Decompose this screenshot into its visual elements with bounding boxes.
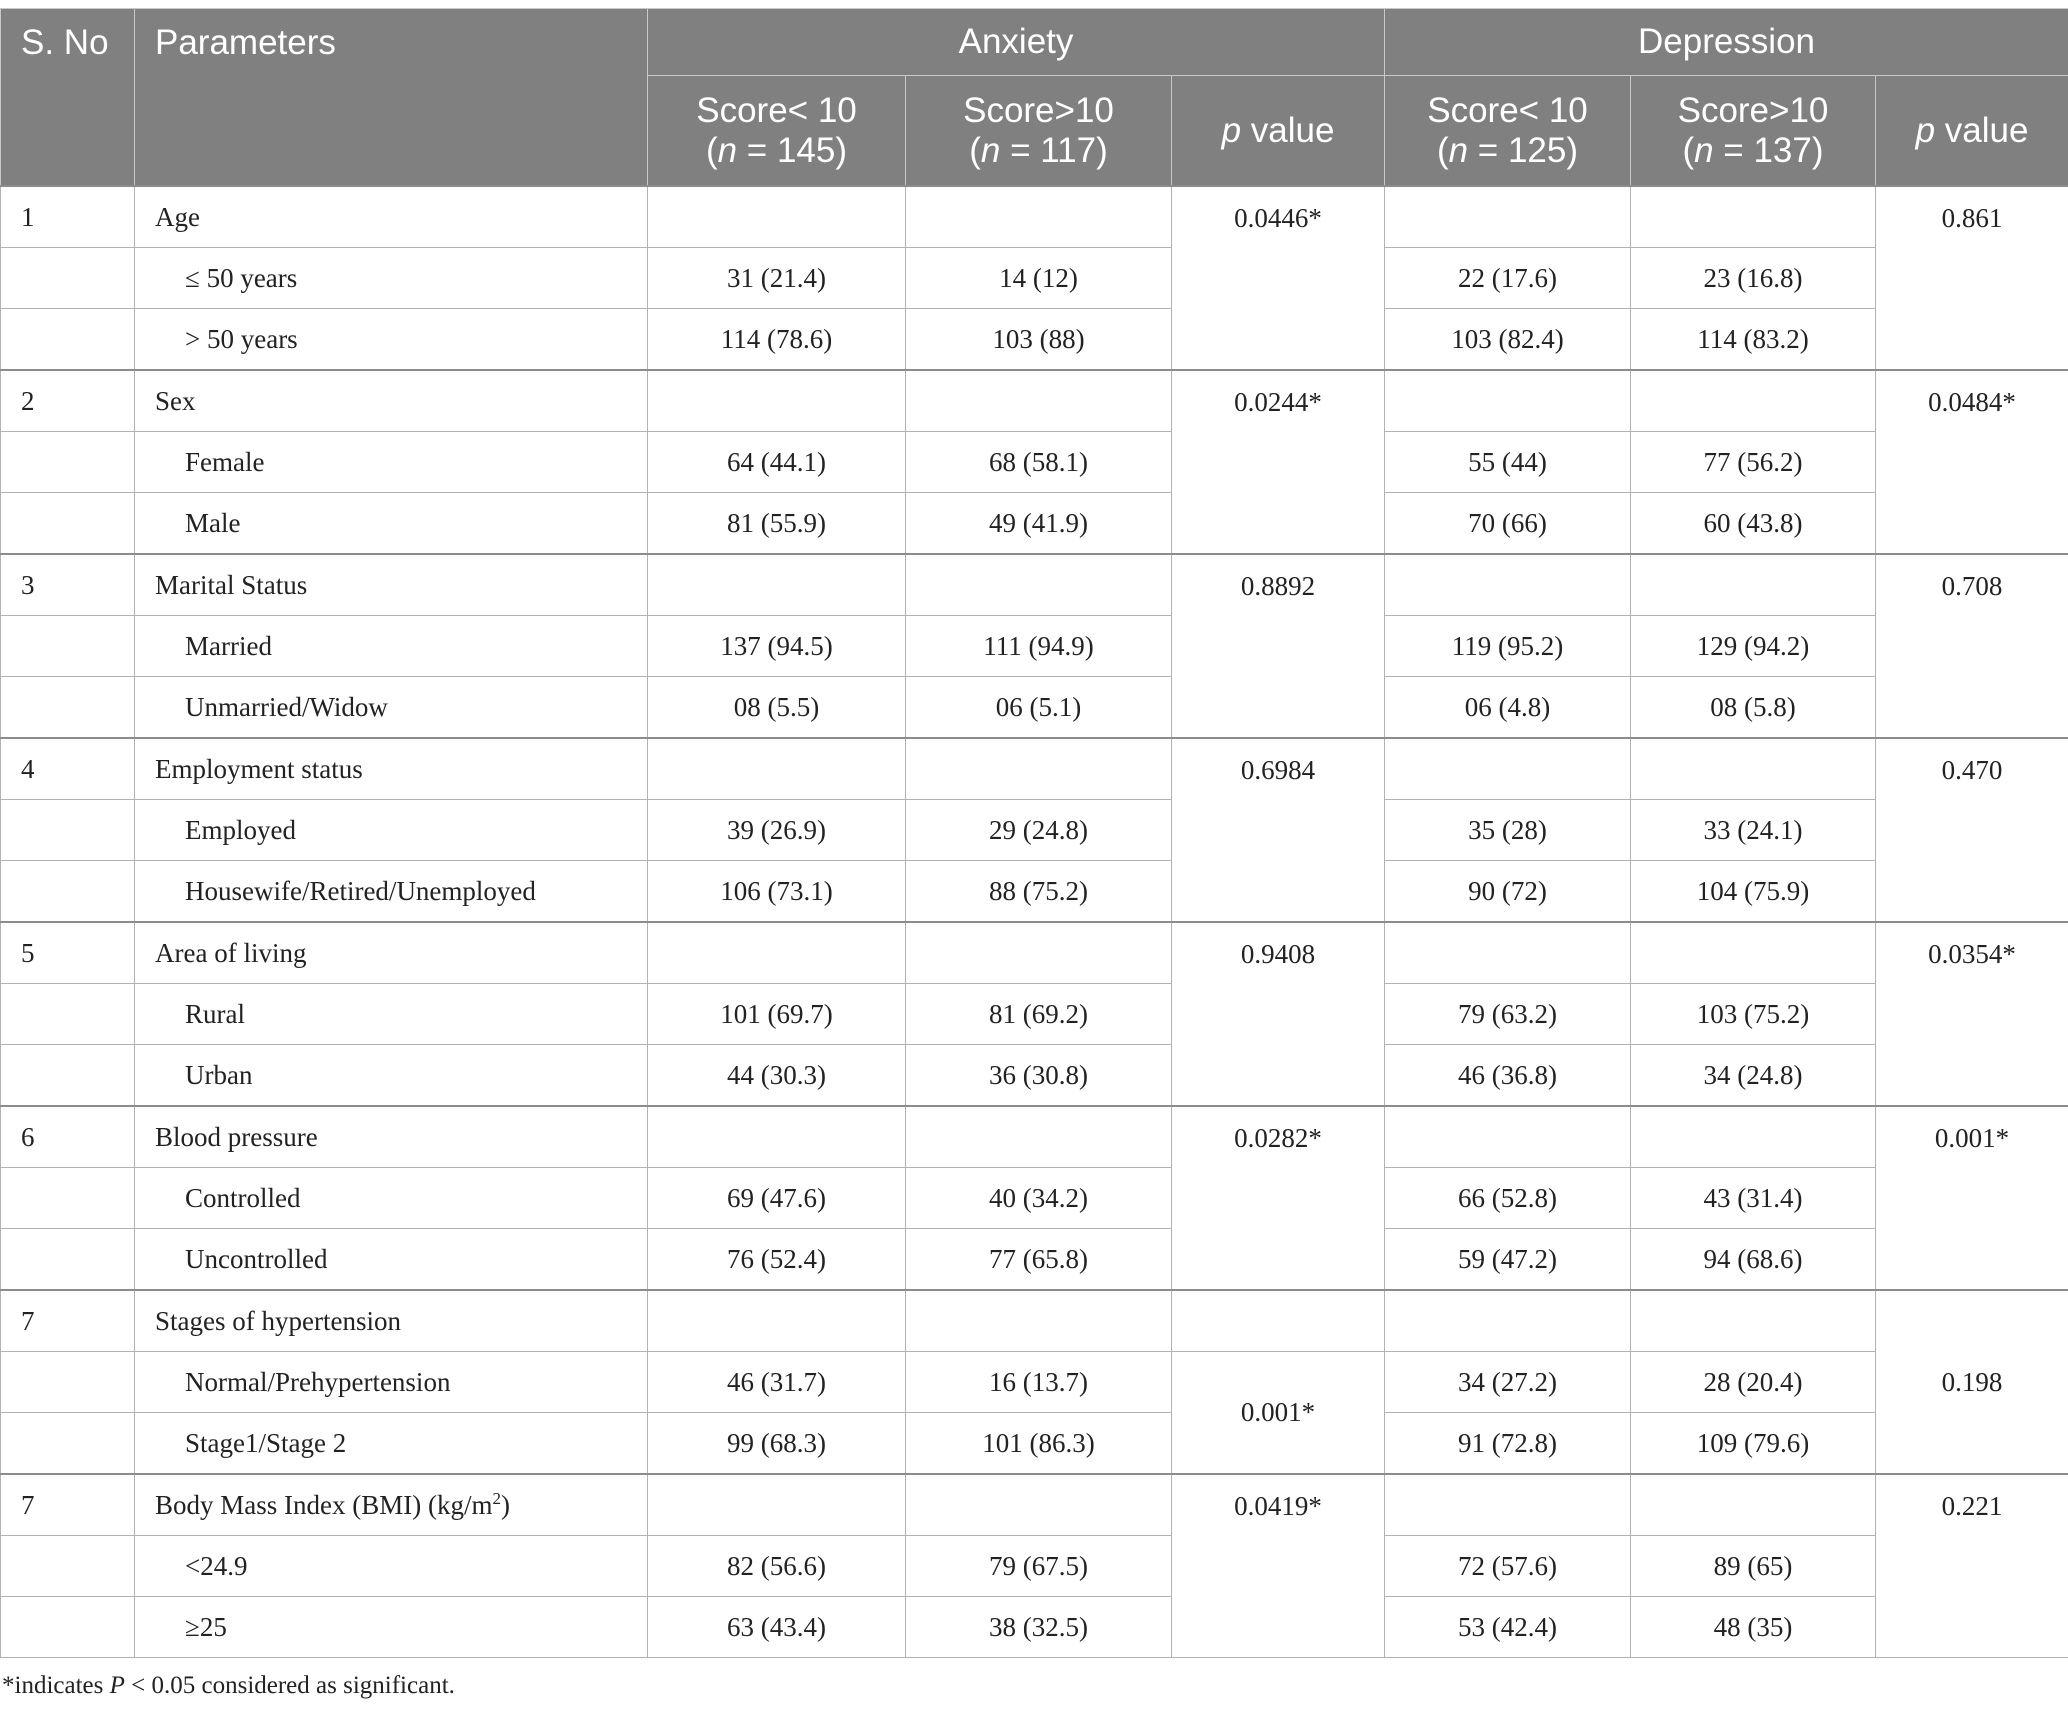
empty-cell (648, 554, 906, 616)
table-header (1, 9, 2068, 187)
anxiety-high-value: 29 (24.8) (906, 800, 1172, 861)
parameter-name: Stages of hypertension (135, 1290, 648, 1352)
anxiety-low-value: 101 (69.7) (648, 984, 906, 1045)
depression-high-value: 114 (83.2) (1631, 309, 1876, 371)
anxiety-high-value: 14 (12) (906, 248, 1172, 309)
parameter-name: Body Mass Index (BMI) $(kg/m^2)$ (135, 1474, 648, 1536)
empty-cell (1, 616, 135, 677)
table-body (1, 186, 2068, 1658)
table-row (1, 1536, 2068, 1597)
anxiety-low-value: 106 (73.1) (648, 861, 906, 923)
empty-cell (1385, 922, 1631, 984)
parameter-name: Marital Status (135, 554, 648, 616)
anxiety-low-value: 99 (68.3) (648, 1413, 906, 1475)
anxiety-high-value: 40 (34.2) (906, 1168, 1172, 1229)
empty-cell (906, 1290, 1172, 1352)
col-group-anxiety: Anxiety (648, 9, 1385, 76)
empty-cell (1, 861, 135, 923)
depression-high-value: 77 (56.2) (1631, 432, 1876, 493)
empty-cell (1, 1597, 135, 1658)
subcategory-label: ≤ 50 years (135, 248, 648, 309)
empty-cell (1, 800, 135, 861)
empty-cell (648, 738, 906, 800)
group-row (1, 1474, 2068, 1536)
anxiety-p-value: 0.0282* (1172, 1106, 1385, 1290)
table-row (1, 677, 2068, 739)
depression-high-value: 109 (79.6) (1631, 1413, 1876, 1475)
group-row (1, 554, 2068, 616)
table-row (1, 1352, 2068, 1413)
parameter-name: Blood pressure (135, 1106, 648, 1168)
depression-low-value: 06 (4.8) (1385, 677, 1631, 739)
empty-cell (1631, 370, 1876, 432)
empty-cell (1385, 1290, 1631, 1352)
anxiety-p-value (1172, 1290, 1385, 1352)
depression-low-value: 66 (52.8) (1385, 1168, 1631, 1229)
subcategory-label: ≥25 (135, 1597, 648, 1658)
depression-p-value: 0.708 (1876, 554, 2068, 738)
col-header-anxiety-pvalue: p value (1172, 76, 1385, 187)
group-row (1, 1290, 2068, 1352)
empty-cell (906, 186, 1172, 248)
anxiety-low-value: 114 (78.6) (648, 309, 906, 371)
depression-low-value: 70 (66) (1385, 493, 1631, 555)
table-row (1, 861, 2068, 923)
anxiety-high-value: 77 (65.8) (906, 1229, 1172, 1291)
depression-p-value: 0.470 (1876, 738, 2068, 922)
anxiety-low-value: 63 (43.4) (648, 1597, 906, 1658)
empty-cell (1631, 1290, 1876, 1352)
col-header-anxiety-high: Score>10 (n = 117) (906, 76, 1172, 187)
empty-cell (648, 1106, 906, 1168)
empty-cell (1, 1229, 135, 1291)
anxiety-low-value: 69 (47.6) (648, 1168, 906, 1229)
empty-cell (1631, 738, 1876, 800)
group-row (1, 186, 2068, 248)
col-header-depression-pvalue: p value (1876, 76, 2068, 187)
table-row (1, 984, 2068, 1045)
empty-cell (1, 984, 135, 1045)
table-row (1, 309, 2068, 371)
anxiety-low-value: 64 (44.1) (648, 432, 906, 493)
depression-high-value: 104 (75.9) (1631, 861, 1876, 923)
subcategory-label: Housewife/Retired/Unemployed (135, 861, 648, 923)
depression-p-value: 0.221 (1876, 1474, 2068, 1658)
empty-cell (648, 1474, 906, 1536)
col-header-anxiety-low: Score< 10 (n = 145) (648, 76, 906, 187)
subcategory-label: Female (135, 432, 648, 493)
parameter-name: Employment status (135, 738, 648, 800)
group-row (1, 1106, 2068, 1168)
subcategory-label: Married (135, 616, 648, 677)
depression-high-value: 33 (24.1) (1631, 800, 1876, 861)
empty-cell (648, 186, 906, 248)
depression-low-value: 53 (42.4) (1385, 1597, 1631, 1658)
empty-cell (1385, 738, 1631, 800)
serial-number: 7 (1, 1474, 135, 1536)
anxiety-low-value: 137 (94.5) (648, 616, 906, 677)
depression-high-value: 89 (65) (1631, 1536, 1876, 1597)
empty-cell (1385, 370, 1631, 432)
empty-cell (1, 493, 135, 555)
empty-cell (906, 738, 1172, 800)
depression-low-value: 34 (27.2) (1385, 1352, 1631, 1413)
subcategory-label: Urban (135, 1045, 648, 1107)
depression-high-value: 103 (75.2) (1631, 984, 1876, 1045)
table-row (1, 1229, 2068, 1291)
depression-low-value: 55 (44) (1385, 432, 1631, 493)
empty-cell (1385, 1106, 1631, 1168)
depression-p-value: 0.0354* (1876, 922, 2068, 1106)
anxiety-high-value: 38 (32.5) (906, 1597, 1172, 1658)
depression-low-value: 22 (17.6) (1385, 248, 1631, 309)
depression-high-value: 34 (24.8) (1631, 1045, 1876, 1107)
empty-cell (1, 309, 135, 371)
anxiety-low-value: 76 (52.4) (648, 1229, 906, 1291)
empty-cell (648, 370, 906, 432)
anxiety-p-value: 0.0419* (1172, 1474, 1385, 1658)
anxiety-low-value: 46 (31.7) (648, 1352, 906, 1413)
group-row (1, 922, 2068, 984)
empty-cell (1385, 554, 1631, 616)
results-table (0, 8, 2068, 1658)
serial-number: 6 (1, 1106, 135, 1168)
depression-low-value: 59 (47.2) (1385, 1229, 1631, 1291)
subcategory-label: Uncontrolled (135, 1229, 648, 1291)
serial-number: 5 (1, 922, 135, 984)
empty-cell (1, 1413, 135, 1475)
anxiety-p-value: 0.9408 (1172, 922, 1385, 1106)
anxiety-high-value: 16 (13.7) (906, 1352, 1172, 1413)
empty-cell (648, 1290, 906, 1352)
anxiety-high-value: 36 (30.8) (906, 1045, 1172, 1107)
anxiety-high-value: 79 (67.5) (906, 1536, 1172, 1597)
col-header-parameters: Parameters (135, 9, 648, 187)
anxiety-p-value: 0.0446* (1172, 186, 1385, 370)
anxiety-high-value: 49 (41.9) (906, 493, 1172, 555)
depression-high-value: 94 (68.6) (1631, 1229, 1876, 1291)
anxiety-p-value: 0.001* (1172, 1352, 1385, 1475)
serial-number: 1 (1, 186, 135, 248)
serial-number: 3 (1, 554, 135, 616)
empty-cell (1, 248, 135, 309)
empty-cell (1631, 1106, 1876, 1168)
table-row (1, 432, 2068, 493)
serial-number: 4 (1, 738, 135, 800)
table-row (1, 616, 2068, 677)
anxiety-p-value: 0.0244* (1172, 370, 1385, 554)
empty-cell (1, 1352, 135, 1413)
col-header-depression-high: Score>10 (n = 137) (1631, 76, 1876, 187)
depression-low-value: 46 (36.8) (1385, 1045, 1631, 1107)
empty-cell (1631, 186, 1876, 248)
empty-cell (1, 1045, 135, 1107)
empty-cell (1, 1536, 135, 1597)
table-row (1, 1413, 2068, 1475)
anxiety-low-value: 08 (5.5) (648, 677, 906, 739)
col-header-sno: S. No (1, 9, 135, 187)
group-row (1, 738, 2068, 800)
empty-cell (906, 554, 1172, 616)
parameter-name: Age (135, 186, 648, 248)
table-row (1, 1045, 2068, 1107)
anxiety-high-value: 101 (86.3) (906, 1413, 1172, 1475)
empty-cell (1631, 1474, 1876, 1536)
empty-cell (1631, 922, 1876, 984)
empty-cell (1385, 1474, 1631, 1536)
subcategory-label: Normal/Prehypertension (135, 1352, 648, 1413)
depression-high-value: 48 (35) (1631, 1597, 1876, 1658)
anxiety-p-value: 0.6984 (1172, 738, 1385, 922)
group-row (1, 370, 2068, 432)
subcategory-label: Employed (135, 800, 648, 861)
anxiety-p-value: 0.8892 (1172, 554, 1385, 738)
depression-high-value: 129 (94.2) (1631, 616, 1876, 677)
depression-low-value: 79 (63.2) (1385, 984, 1631, 1045)
depression-high-value: 43 (31.4) (1631, 1168, 1876, 1229)
depression-p-value: 0.198 (1876, 1290, 2068, 1474)
anxiety-low-value: 31 (21.4) (648, 248, 906, 309)
table-row (1, 248, 2068, 309)
subcategory-label: Male (135, 493, 648, 555)
table-footnote: *indicates P < 0.05 considered as significant. (2, 1672, 455, 1699)
anxiety-high-value: 81 (69.2) (906, 984, 1172, 1045)
depression-low-value: 35 (28) (1385, 800, 1631, 861)
table-row (1, 1168, 2068, 1229)
empty-cell (1631, 554, 1876, 616)
serial-number: 2 (1, 370, 135, 432)
anxiety-low-value: 81 (55.9) (648, 493, 906, 555)
depression-low-value: 90 (72) (1385, 861, 1631, 923)
subcategory-label: <24.9 (135, 1536, 648, 1597)
data-table-container (0, 8, 2068, 1658)
depression-p-value: 0.861 (1876, 186, 2068, 370)
depression-low-value: 91 (72.8) (1385, 1413, 1631, 1475)
parameter-name: Area of living (135, 922, 648, 984)
subcategory-label: > 50 years (135, 309, 648, 371)
depression-high-value: 08 (5.8) (1631, 677, 1876, 739)
empty-cell (1, 677, 135, 739)
depression-p-value: 0.001* (1876, 1106, 2068, 1290)
table-row (1, 493, 2068, 555)
anxiety-low-value: 39 (26.9) (648, 800, 906, 861)
empty-cell (1, 432, 135, 493)
subcategory-label: Controlled (135, 1168, 648, 1229)
col-header-depression-low: Score< 10 (n = 125) (1385, 76, 1631, 187)
anxiety-high-value: 06 (5.1) (906, 677, 1172, 739)
subcategory-label: Unmarried/Widow (135, 677, 648, 739)
empty-cell (906, 1106, 1172, 1168)
depression-low-value: 103 (82.4) (1385, 309, 1631, 371)
empty-cell (1385, 186, 1631, 248)
depression-high-value: 28 (20.4) (1631, 1352, 1876, 1413)
subcategory-label: Rural (135, 984, 648, 1045)
anxiety-high-value: 68 (58.1) (906, 432, 1172, 493)
anxiety-high-value: 103 (88) (906, 309, 1172, 371)
anxiety-high-value: 111 (94.9) (906, 616, 1172, 677)
subcategory-label: Stage1/Stage 2 (135, 1413, 648, 1475)
empty-cell (906, 1474, 1172, 1536)
empty-cell (648, 922, 906, 984)
serial-number: 7 (1, 1290, 135, 1352)
col-group-depression: Depression (1385, 9, 2068, 76)
empty-cell (1, 1168, 135, 1229)
table-row (1, 800, 2068, 861)
table-row (1, 1597, 2068, 1658)
depression-high-value: 60 (43.8) (1631, 493, 1876, 555)
empty-cell (906, 922, 1172, 984)
depression-high-value: 23 (16.8) (1631, 248, 1876, 309)
depression-low-value: 119 (95.2) (1385, 616, 1631, 677)
anxiety-low-value: 82 (56.6) (648, 1536, 906, 1597)
depression-low-value: 72 (57.6) (1385, 1536, 1631, 1597)
depression-p-value: 0.0484* (1876, 370, 2068, 554)
parameter-name: Sex (135, 370, 648, 432)
anxiety-low-value: 44 (30.3) (648, 1045, 906, 1107)
empty-cell (906, 370, 1172, 432)
anxiety-high-value: 88 (75.2) (906, 861, 1172, 923)
